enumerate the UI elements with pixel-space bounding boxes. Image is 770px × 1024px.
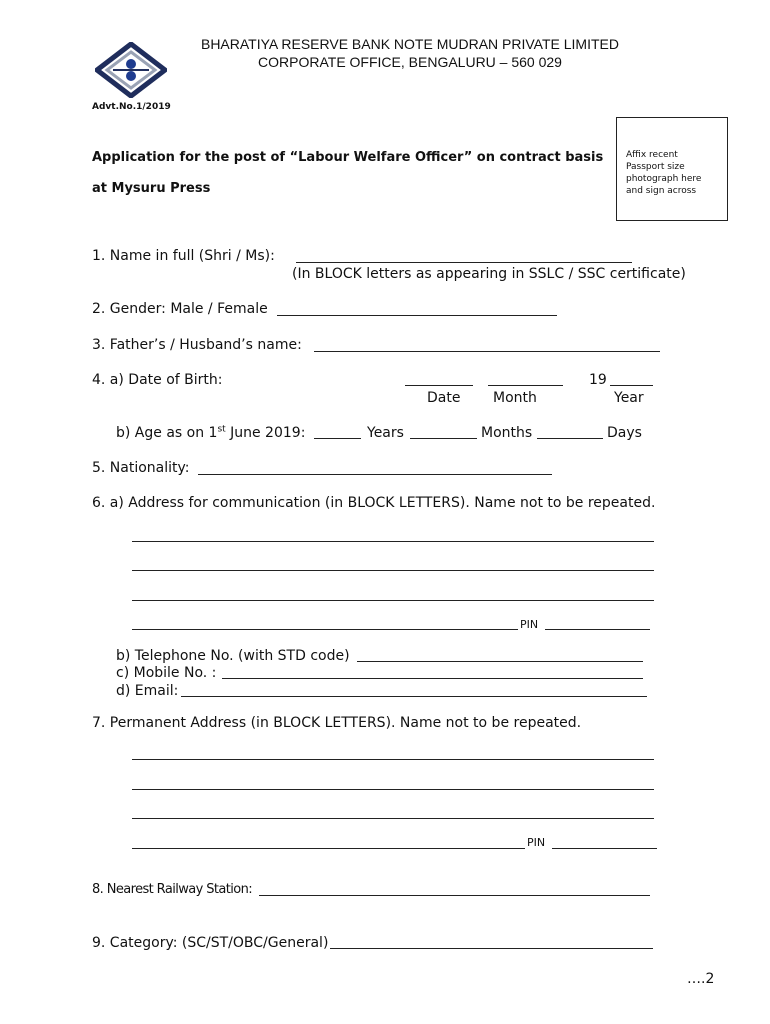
title-line-1: Application for the post of “Labour Welfare Officer” on contract basis [92,150,604,165]
pin-input-line[interactable] [545,629,650,630]
permanent-line-1[interactable] [132,759,654,760]
address-line-1[interactable] [132,541,654,542]
category-label: 9. Category: (SC/ST/OBC/General) [92,935,329,951]
dob-year-caption: Year [614,390,644,406]
email-label: d) Email: [116,683,179,699]
mobile-input-line[interactable] [222,678,643,679]
photo-box [616,117,728,221]
dob-date-line[interactable] [405,385,473,386]
name-note: (In BLOCK letters as appearing in SSLC / SSC certificate) [292,266,686,282]
dob-year-prefix: 19 [589,372,607,388]
permanent-line-3[interactable] [132,818,654,819]
page-continuation: ….2 [687,971,715,987]
dob-month-line[interactable] [488,385,563,386]
dob-month-caption: Month [493,390,537,406]
age-years-line[interactable] [314,438,361,439]
category-input-line[interactable] [330,948,653,949]
age-days-line[interactable] [537,438,603,439]
permanent-pin-line[interactable] [552,848,657,849]
permanent-line-2[interactable] [132,789,654,790]
age-years-caption: Years [367,425,404,441]
gender-input-line[interactable] [277,315,557,316]
office-address: CORPORATE OFFICE, BENGALURU – 560 029 [258,54,562,70]
age-months-caption: Months [481,425,533,441]
dob-year-line[interactable] [610,385,653,386]
permanent-address-label: 7. Permanent Address (in BLOCK LETTERS). Name not to be repeated. [92,715,582,731]
father-label: 3. Father’s / Husband’s name: [92,337,302,353]
railway-input-line[interactable] [259,895,650,896]
permanent-line-4[interactable] [132,848,525,849]
address-label: 6. a) Address for communication (in BLOCK LETTERS). Name not to be repeated. [92,495,656,511]
father-input-line[interactable] [314,351,660,352]
gender-label: 2. Gender: Male / Female [92,301,268,317]
railway-label: 8. Nearest Railway Station: [92,882,253,897]
name-input-line[interactable] [296,262,632,263]
address-line-3[interactable] [132,600,654,601]
pin-label: PIN [520,618,539,631]
photo-box-text: Affix recent Passport size photograph here and sign across [626,150,702,196]
age-label: b) Age as on 1st June 2019: [116,424,306,441]
address-line-2[interactable] [132,570,654,571]
email-input-line[interactable] [181,696,647,697]
dob-label: 4. a) Date of Birth: [92,372,223,388]
nationality-input-line[interactable] [198,474,552,475]
title-line-2: at Mysuru Press [92,181,211,196]
telephone-label: b) Telephone No. (with STD code) [116,648,350,664]
mobile-label: c) Mobile No. : [116,665,217,681]
name-label: 1. Name in full (Shri / Ms): [92,248,275,264]
age-months-line[interactable] [410,438,477,439]
telephone-input-line[interactable] [357,661,643,662]
address-line-4[interactable] [132,629,518,630]
dob-date-caption: Date [427,390,461,406]
age-days-caption: Days [607,425,642,441]
advt-number: Advt.No.1/2019 [92,102,171,112]
org-name: BHARATIYA RESERVE BANK NOTE MUDRAN PRIVATE LIMITED [200,36,619,52]
permanent-pin-label: PIN [527,836,546,849]
nationality-label: 5. Nationality: [92,460,190,476]
